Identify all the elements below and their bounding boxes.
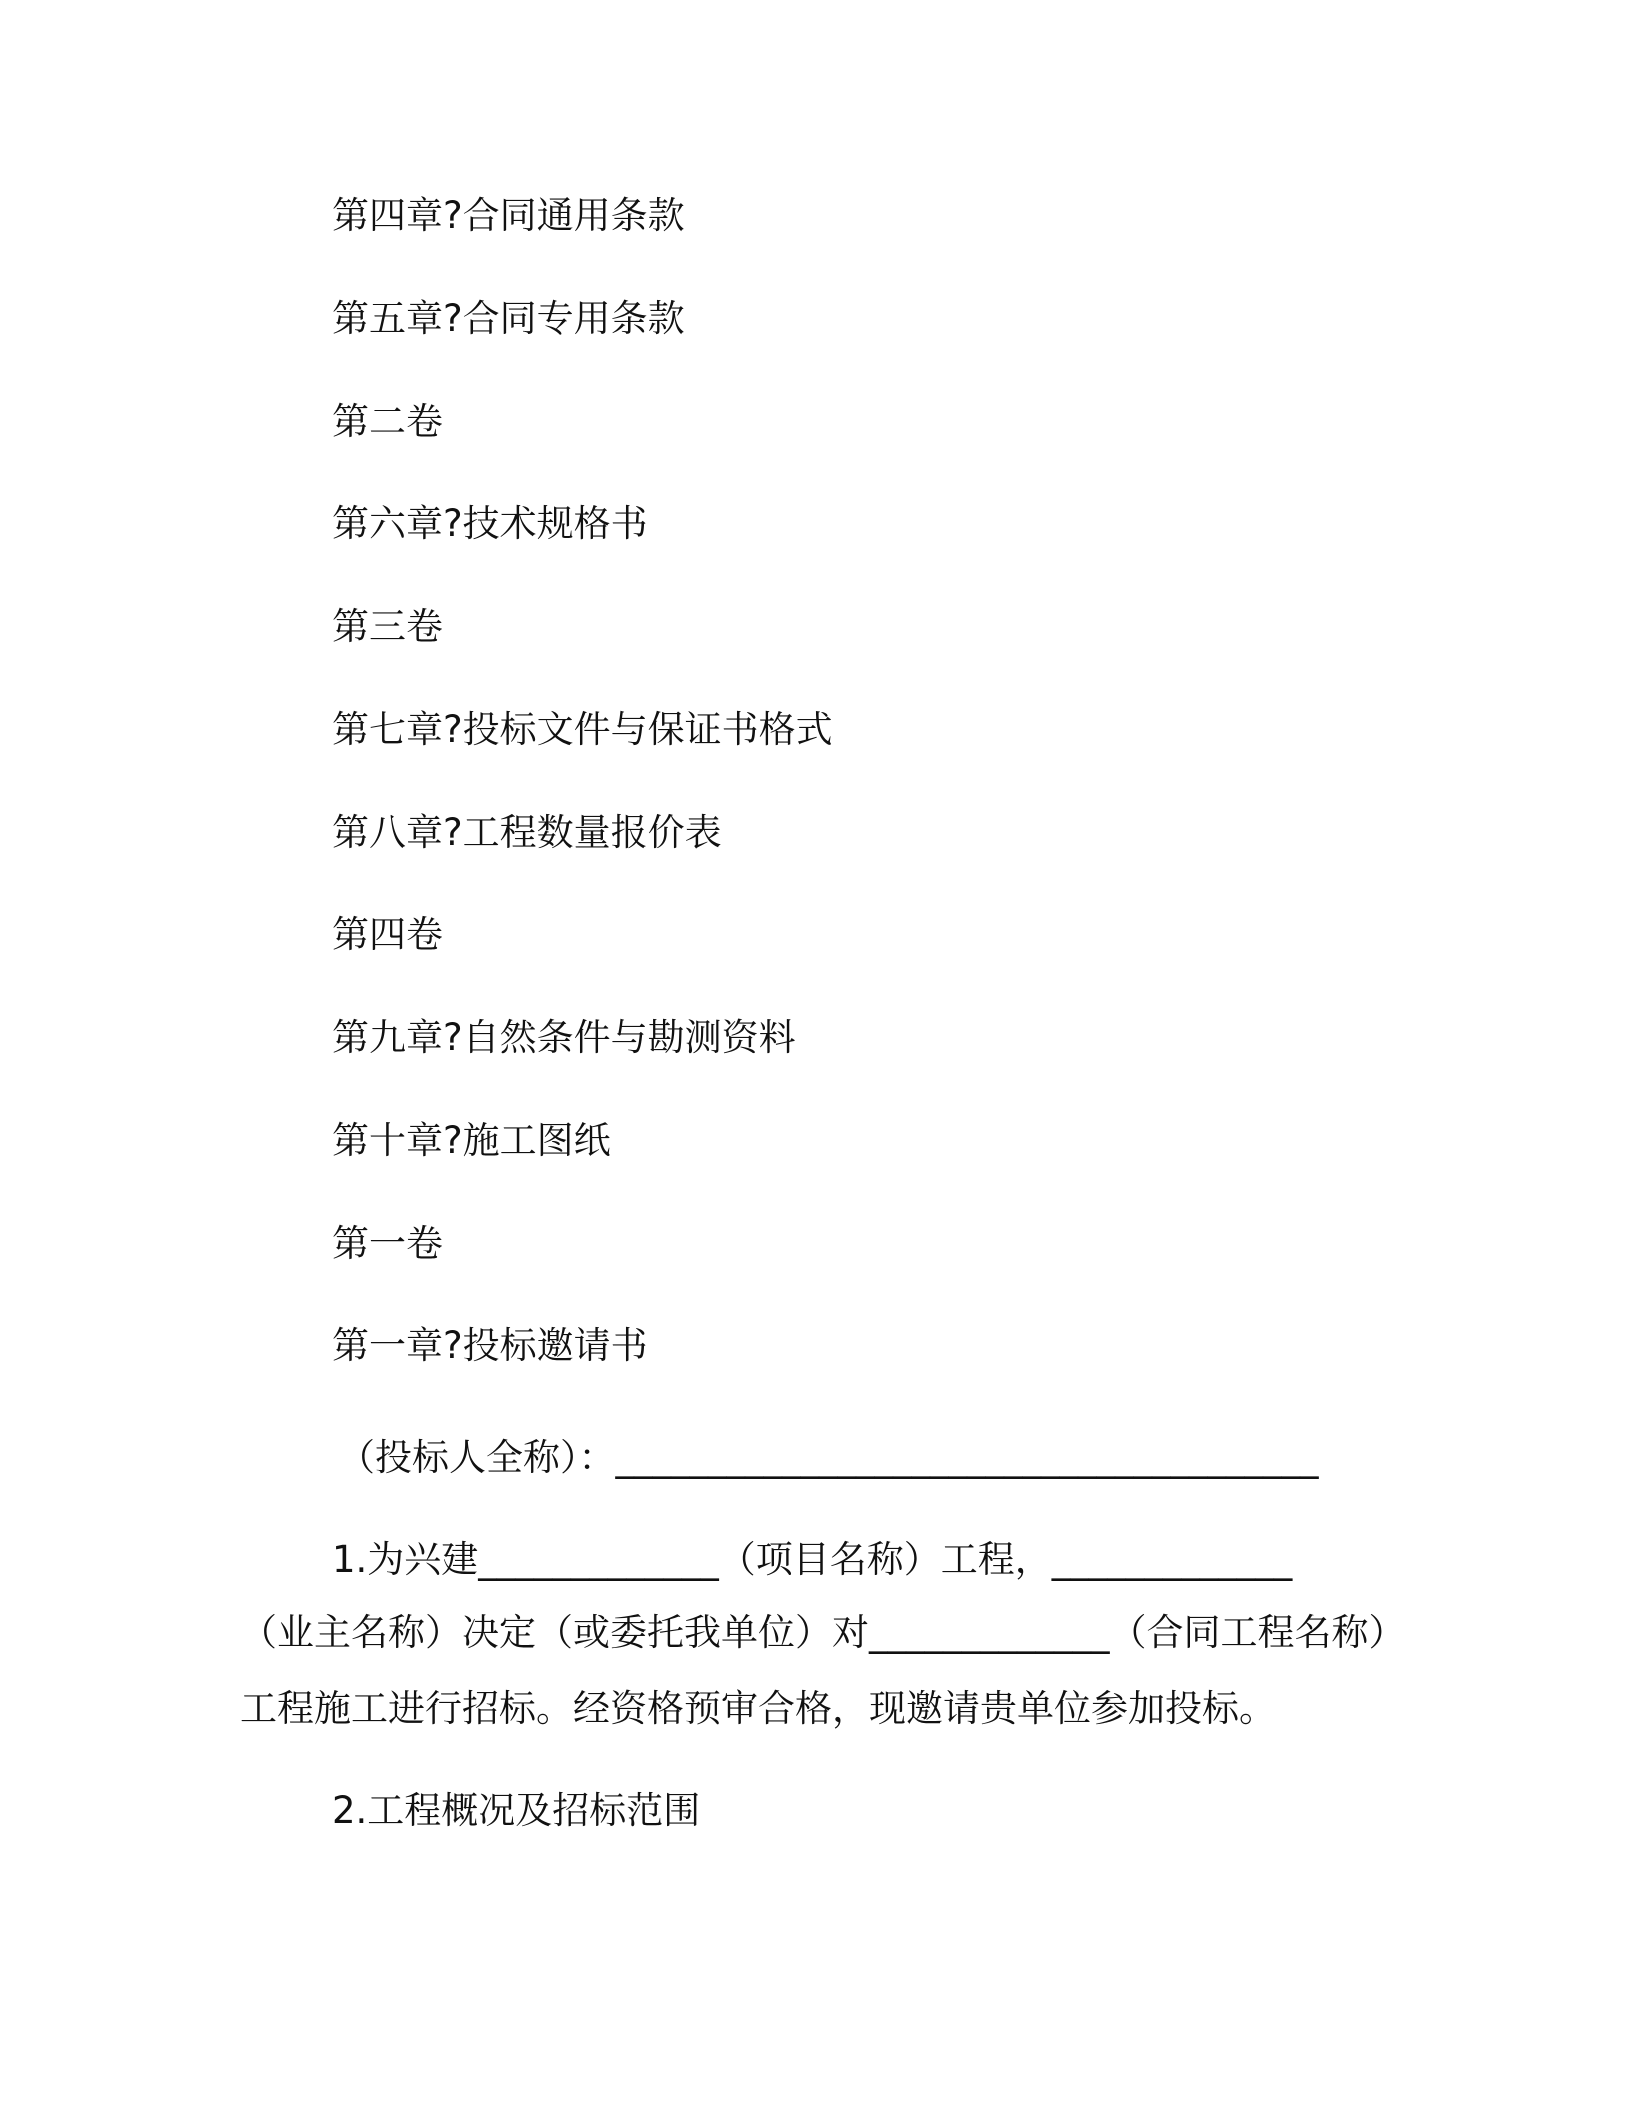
toc-entry-chapter-9: 第九章?自然条件与勘测资料 [332,1016,796,1059]
paragraph-line: 1.为兴建_____________（项目名称）工程，_____________ [332,1538,1293,1581]
section-2-heading: 2.工程概况及招标范围 [332,1789,701,1832]
toc-entry-chapter-1: 第一章?投标邀请书 [332,1324,648,1367]
paragraph-line: （业主名称）决定（或委托我单位）对_____________（合同工程名称） [240,1611,1406,1654]
toc-entry-volume-2: 第二卷 [332,400,443,443]
toc-entry-volume-4: 第四卷 [332,913,443,956]
toc-entry-chapter-4: 第四章?合同通用条款 [332,194,685,237]
bidder-name-line: （投标人全称）：______________________________________ [338,1436,1319,1479]
toc-entry-chapter-10: 第十章?施工图纸 [332,1119,611,1162]
toc-entry-volume-1: 第一卷 [332,1222,443,1265]
toc-entry-chapter-7: 第七章?投标文件与保证书格式 [332,708,833,751]
toc-entry-chapter-8: 第八章?工程数量报价表 [332,811,722,854]
toc-entry-chapter-5: 第五章?合同专用条款 [332,297,685,340]
toc-entry-chapter-6: 第六章?技术规格书 [332,502,648,545]
paragraph-line: 工程施工进行招标。经资格预审合格，现邀请贵单位参加投标。 [240,1687,1276,1730]
toc-entry-volume-3: 第三卷 [332,605,443,648]
